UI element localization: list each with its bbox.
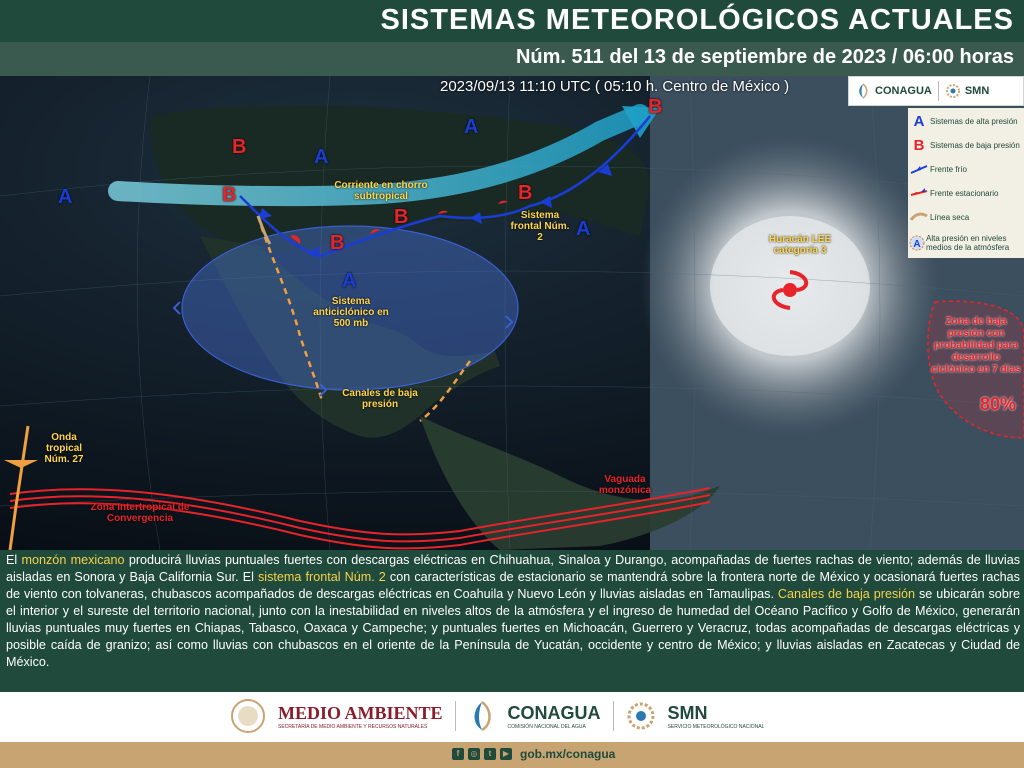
stationary-front-icon (908, 187, 930, 199)
high-pressure-marker: A (576, 218, 591, 240)
medio-ambiente-seal-icon (230, 698, 266, 734)
highlight-channels: Canales de baja presión (777, 587, 916, 601)
page-title: SISTEMAS METEOROLÓGICOS ACTUALES (380, 4, 1014, 36)
mid-level-high-icon (908, 234, 926, 252)
low-pressure-marker: B (330, 232, 345, 254)
legend-label: Línea seca (930, 212, 970, 222)
low-pressure-marker: B (518, 182, 533, 204)
legend-label: Frente frío (930, 164, 967, 174)
cold-front-icon (908, 163, 930, 175)
smn-footer-logo: SMN SERVICIO METEOROLÓGICO NACIONAL (667, 702, 765, 730)
itcz-label: Zona Intertropical de Convergencia (90, 502, 190, 524)
satellite-map (0, 76, 1024, 550)
medio-ambiente-logo: MEDIO AMBIENTE SECRETARÍA DE MEDIO AMBIENTE Y RECURSOS NATURALES (278, 702, 443, 730)
smn-text: SMN (964, 85, 990, 97)
low-pressure-marker: B (648, 96, 663, 118)
hurricane-label: Huracán LEE categoría 3 (768, 234, 832, 256)
low-pressure-marker: B (232, 136, 247, 158)
high-pressure-marker: A (342, 270, 357, 292)
frontal-system-label: Sistema frontal Núm. 2 (510, 210, 570, 243)
low-pressure-icon: B (913, 136, 925, 154)
legend-low-pressure (908, 134, 1024, 156)
tropical-wave-label: Onda tropical Núm. 27 (44, 432, 84, 465)
channels-label: Canales de baja presión (342, 388, 418, 410)
map-graphics (0, 76, 1024, 550)
twitter-icon[interactable]: t (484, 748, 496, 760)
legend-label: Sistemas de alta presión (930, 116, 1018, 126)
page-subtitle: Núm. 511 del 13 de septiembre de 2023 / 06:00 horas (515, 46, 1014, 68)
legend-label: Frente estacionario (930, 188, 999, 198)
conagua-footer-logo: CONAGUA COMISIÓN NACIONAL DEL AGUA (507, 702, 601, 730)
conagua-footer-icon (468, 700, 496, 732)
social-bar (0, 742, 1024, 768)
website-link[interactable]: gob.mx/conagua (520, 747, 616, 761)
youtube-icon[interactable]: ▶ (500, 748, 512, 760)
monsoon-trough-label: Vaguada monzónica (598, 474, 652, 496)
footer-divider (613, 701, 614, 731)
legend-mid-level-high (908, 230, 1024, 256)
facebook-icon[interactable]: f (452, 748, 464, 760)
map-legend (908, 108, 1024, 258)
high-pressure-marker: A (464, 116, 479, 138)
legend-label: Alta presión en niveles medios de la atmósfera (926, 234, 1010, 252)
highlight-monsoon: monzón mexicano (21, 553, 125, 567)
high-pressure-marker: A (58, 186, 73, 208)
instagram-icon[interactable]: ◎ (468, 748, 480, 760)
conagua-logo (849, 83, 932, 99)
footer-logos (0, 692, 1024, 742)
legend-cold-front (908, 158, 1024, 180)
anticyclone-label: Sistema anticiclónico en 500 mb (313, 296, 389, 329)
footer-divider (455, 701, 456, 731)
conagua-text: CONAGUA (875, 85, 932, 97)
highlight-frontal: sistema frontal Núm. 2 (258, 570, 386, 584)
conagua-icon (855, 83, 871, 99)
legend-stationary-front (908, 182, 1024, 204)
smn-footer-icon (626, 701, 656, 731)
high-pressure-icon: A (913, 112, 925, 130)
legend-high-pressure (908, 110, 1024, 132)
low-zone-probability: 80% (980, 394, 1017, 414)
satellite-timestamp: 2023/09/13 11:10 UTC ( 05:10 h. Centro de México ) (440, 78, 790, 95)
jet-stream-label: Corriente en chorro subtropical (334, 180, 428, 202)
logo-divider (938, 81, 939, 101)
low-pressure-marker: B (394, 206, 409, 228)
dry-line-icon (908, 211, 930, 223)
logo-box (848, 76, 1024, 106)
forecast-text: El monzón mexicano producirá lluvias puntuales fuertes con descargas eléctricas en Chihuahua, Sinaloa y Durango, acompañadas de fuertes rachas de viento; además de lluvias aisladas en Sonora y Baja California Sur. El sistema frontal Núm. 2 con características de estacionario se mantendrá sobre la frontera norte de México y ocasionará fuertes rachas de viento con tolvaneras, chubascos acompañados de descargas eléctricas en Coahuila y Nuevo León y lluvias aisladas en Tamaulipas. Canales de baja presión se ubicarán sobre el interior y el sureste del territorio nacional, junto con la inestabilidad en niveles altos de la atmósfera y el ingreso de humedad del Océano Pacífico y Golfo de México, generarán lluvias puntuales muy fuertes en Chiapas, Tabasco, Oaxaca y Campeche; y puntuales fuertes en Michoacán, Guerrero y Veracruz, todas acompañadas de descargas eléctricas y posible caída de granizo; así como lluvias con chubascos en el oriente de la Península de Yucatán, occidente y centro de México; y lluvias aisladas en Zacatecas y Ciudad de México. (6, 553, 1021, 669)
low-pressure-marker: B (222, 184, 237, 206)
smn-icon (945, 83, 961, 99)
legend-dry-line (908, 206, 1024, 228)
low-zone-label: Zona de baja presión con probabilidad para desarrollo ciclónico en 7 días (931, 316, 1021, 375)
high-pressure-marker: A (314, 146, 329, 168)
svg-text:A: A (913, 239, 921, 250)
smn-logo (945, 83, 989, 99)
legend-label: Sistemas de baja presión (930, 140, 1020, 150)
